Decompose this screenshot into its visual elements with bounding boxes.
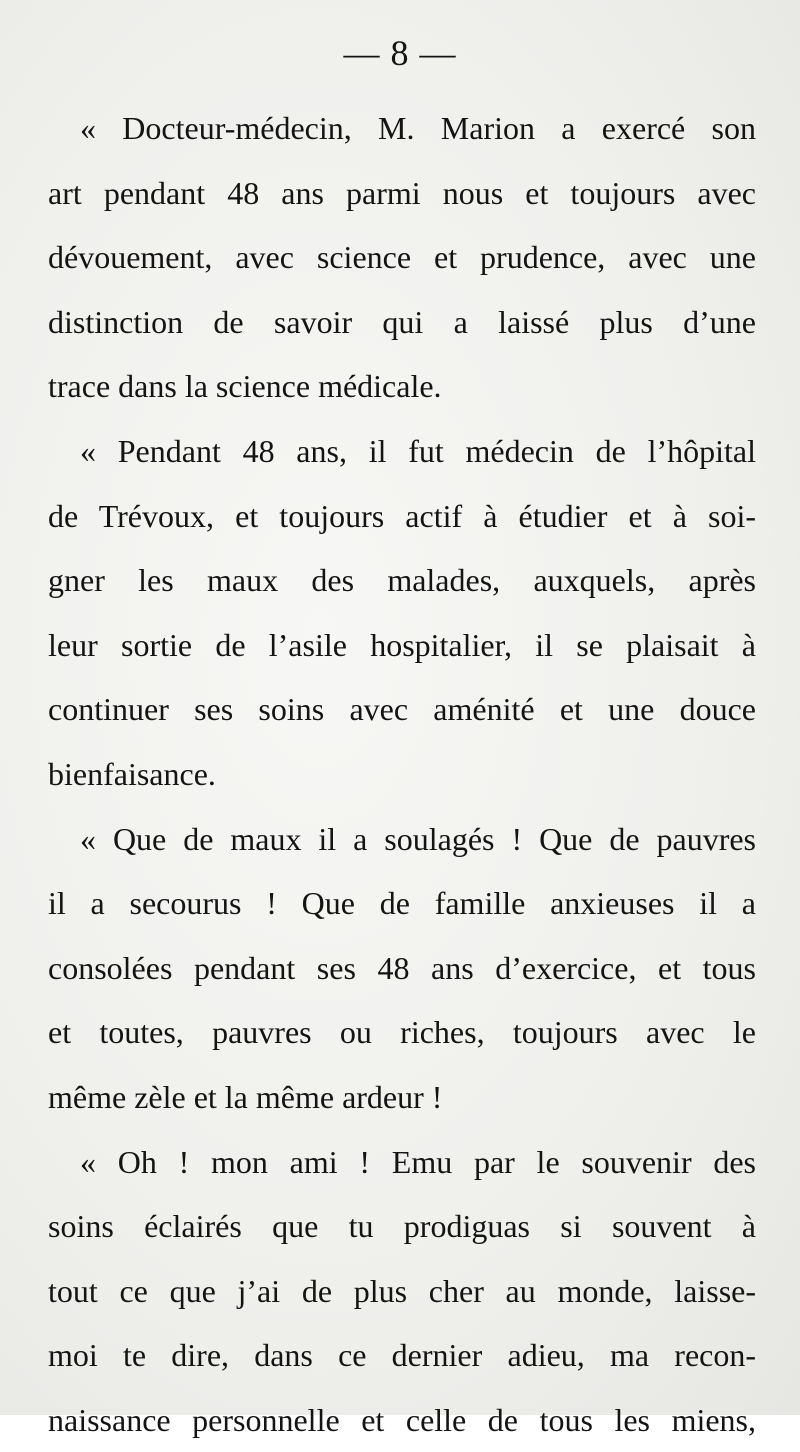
text-line: « Pendant 48 ans, il fut médecin de l’hôpital: [48, 419, 756, 484]
text-line: soins éclairés que tu prodiguas si souvent à: [48, 1194, 756, 1259]
text-line: il a secourus ! Que de famille anxieuses il a: [48, 871, 756, 936]
text-line: dévouement, avec science et prudence, avec une: [48, 225, 756, 290]
body-text: [48, 96, 756, 1452]
text-line: art pendant 48 ans parmi nous et toujours avec: [48, 161, 756, 226]
text-line: consolées pendant ses 48 ans d’exercice, et tous: [48, 936, 756, 1001]
text-line: naissance personnelle et celle de tous les miens,: [48, 1388, 756, 1452]
paragraph-2: [48, 419, 756, 807]
text-line: bienfaisance.: [48, 742, 756, 807]
text-line: gner les maux des malades, auxquels, après: [48, 548, 756, 613]
text-line: et toutes, pauvres ou riches, toujours avec le: [48, 1000, 756, 1065]
text-line: continuer ses soins avec aménité et une douce: [48, 677, 756, 742]
text-line: trace dans la science médicale.: [48, 354, 756, 419]
text-line: « Docteur-médecin, M. Marion a exercé son: [48, 96, 756, 161]
paragraph-1: [48, 96, 756, 419]
text-line: de Trévoux, et toujours actif à étudier et à soi-: [48, 484, 756, 549]
paragraph-4: [48, 1130, 756, 1452]
text-line: tout ce que j’ai de plus cher au monde, laisse-: [48, 1259, 756, 1324]
page-number: — 8 —: [0, 28, 800, 78]
paragraph-3: [48, 807, 756, 1130]
text-line: « Oh ! mon ami ! Emu par le souvenir des: [48, 1130, 756, 1195]
text-line: leur sortie de l’asile hospitalier, il se plaisait à: [48, 613, 756, 678]
text-line: même zèle et la même ardeur !: [48, 1065, 756, 1130]
text-line: « Que de maux il a soulagés ! Que de pauvres: [48, 807, 756, 872]
text-line: moi te dire, dans ce dernier adieu, ma recon-: [48, 1323, 756, 1388]
text-line: distinction de savoir qui a laissé plus d’une: [48, 290, 756, 355]
